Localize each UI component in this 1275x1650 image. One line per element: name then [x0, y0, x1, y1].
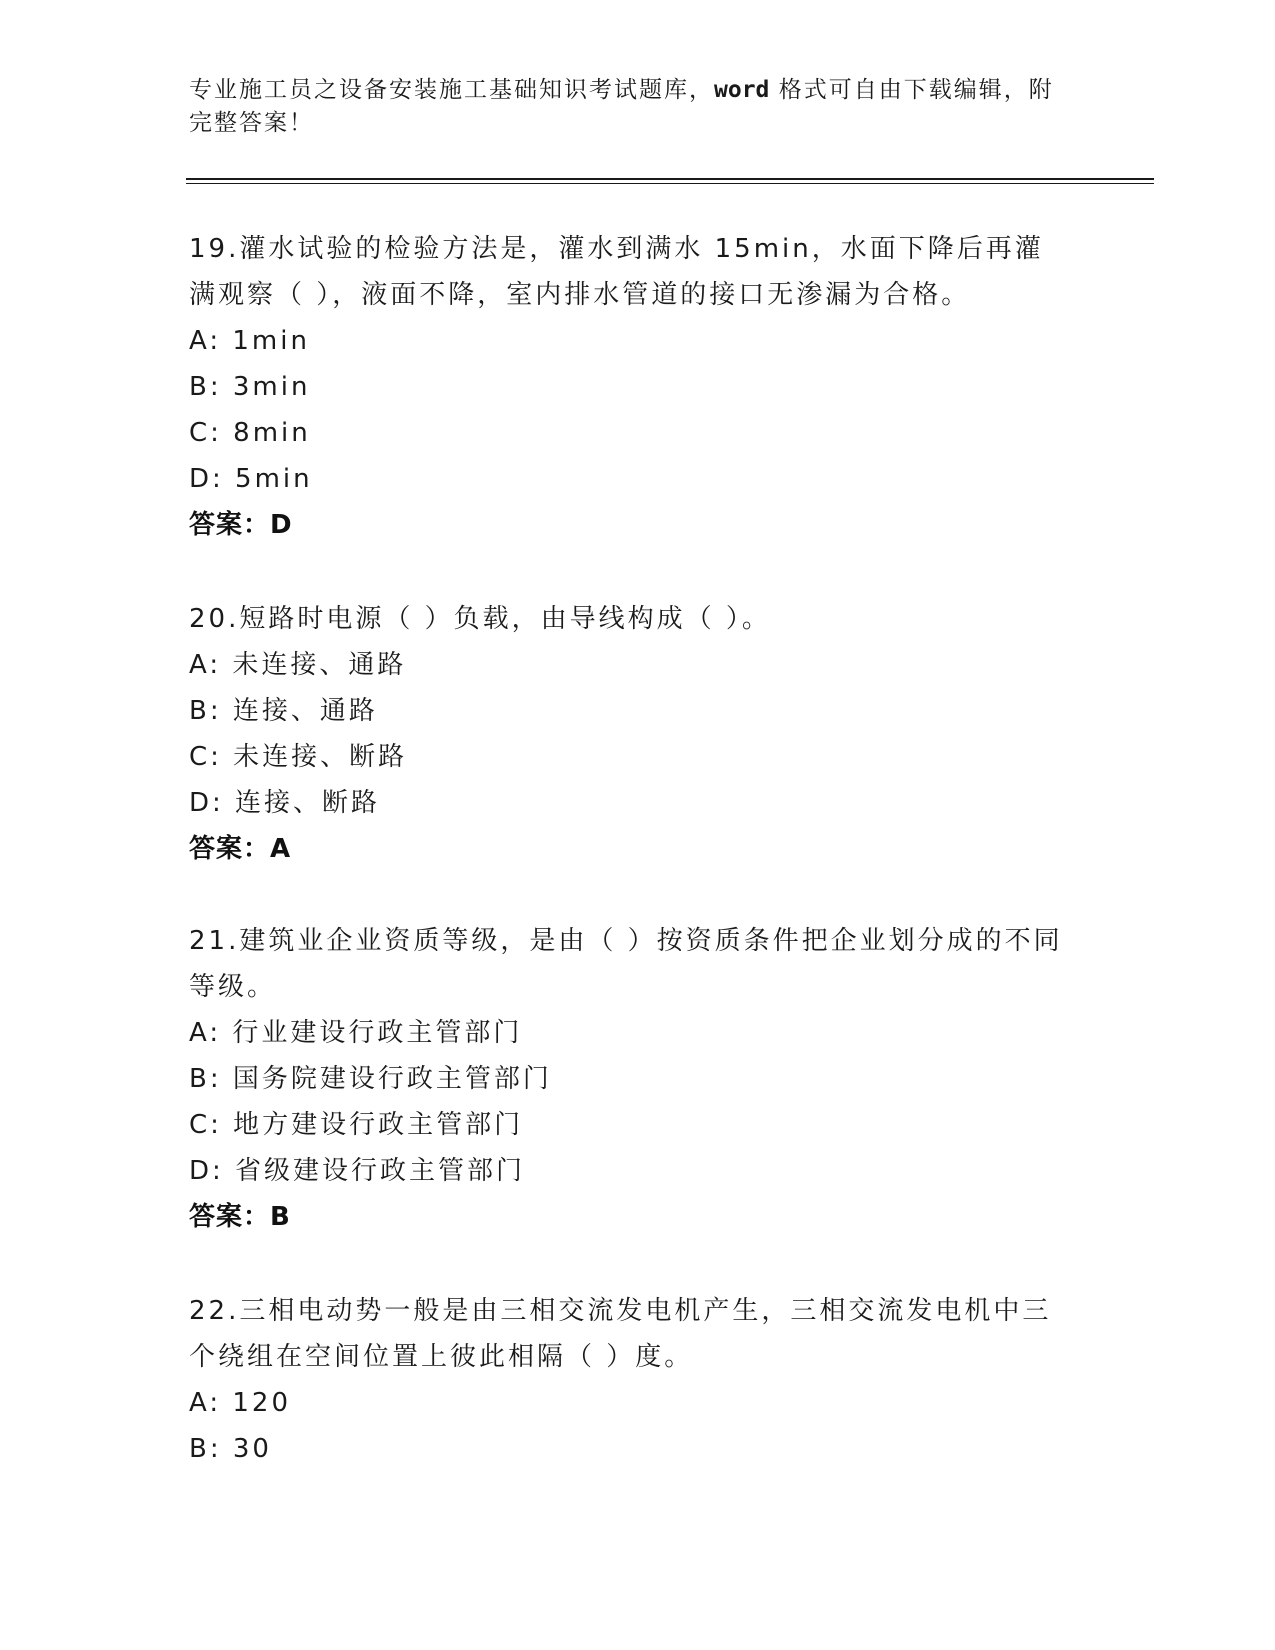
- option-c: C: 地方建设行政主管部门: [189, 1110, 524, 1140]
- option-b: B: 连接、通路: [189, 696, 378, 726]
- option-c: C: 未连接、断路: [189, 742, 408, 772]
- option-a: A: 120: [189, 1388, 291, 1418]
- question-21: [189, 918, 1069, 1240]
- option-b: B: 30: [189, 1434, 272, 1464]
- question-22: [189, 1288, 1069, 1472]
- option-d: D: 5min: [189, 464, 313, 494]
- header-divider-thick: [186, 178, 1154, 180]
- option-a: A: 未连接、通路: [189, 650, 407, 680]
- question-20: [189, 596, 1069, 872]
- answer: 答案：A: [189, 834, 292, 864]
- header-text-before: 专业施工员之设备安装施工基础知识考试题库，: [189, 77, 714, 103]
- question-text: 19.灌水试验的检验方法是，灌水到满水 15min，水面下降后再灌满观察（ ），液面不降，室内排水管道的接口无渗漏为合格。: [189, 234, 1044, 310]
- question-text: 21.建筑业企业资质等级，是由（ ）按资质条件把企业划分成的不同等级。: [189, 926, 1063, 1002]
- option-b: B: 国务院建设行政主管部门: [189, 1064, 552, 1094]
- header-word: word: [714, 77, 770, 103]
- question-text: 22.三相电动势一般是由三相交流发电机产生，三相交流发电机中三个绕组在空间位置上彼此相隔（ ）度。: [189, 1296, 1052, 1372]
- header-divider-thin: [186, 183, 1154, 184]
- answer: 答案：D: [189, 510, 293, 540]
- question-19: [189, 226, 1069, 548]
- question-text: 20.短路时电源（ ）负载，由导线构成（ ）。: [189, 604, 771, 634]
- option-d: D: 省级建设行政主管部门: [189, 1156, 526, 1186]
- option-d: D: 连接、断路: [189, 788, 381, 818]
- answer: 答案：B: [189, 1202, 291, 1232]
- option-b: B: 3min: [189, 372, 311, 402]
- option-a: A: 行业建设行政主管部门: [189, 1018, 523, 1048]
- header-text-after: 格式可自由下载编辑，附完整答案！: [189, 77, 1054, 136]
- document-header: [189, 74, 1069, 140]
- option-c: C: 8min: [189, 418, 311, 448]
- option-a: A: 1min: [189, 326, 310, 356]
